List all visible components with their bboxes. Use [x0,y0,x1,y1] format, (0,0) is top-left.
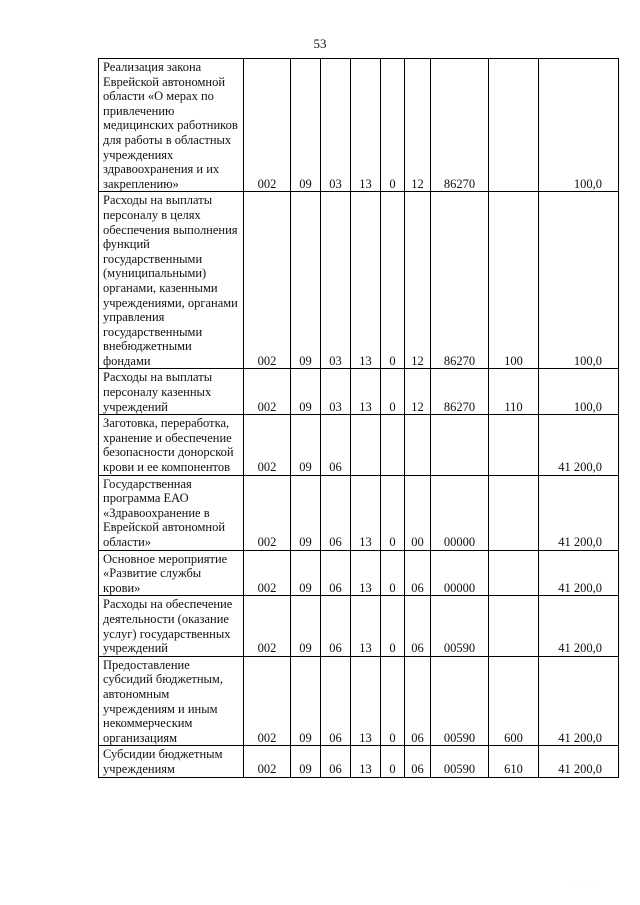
code-admin: 002 [244,550,291,596]
code-section: 09 [291,550,321,596]
row-amount: 41 200,0 [539,596,619,656]
code-expense-type: 100 [489,192,539,369]
code-expense-type [489,59,539,192]
table-row [99,596,619,656]
table-row [99,369,619,415]
code-event: 06 [405,550,431,596]
code-direction: 00590 [431,656,489,746]
code-event: 12 [405,192,431,369]
row-amount: 100,0 [539,192,619,369]
code-program: 13 [351,192,381,369]
page-number: 53 [313,36,327,51]
table-row [99,59,619,192]
code-subprogram: 0 [381,192,405,369]
code-subsection: 06 [321,656,351,746]
code-section: 09 [291,596,321,656]
code-event: 00 [405,475,431,550]
code-direction: 00590 [431,746,489,777]
code-admin: 002 [244,369,291,415]
row-amount: 41 200,0 [539,656,619,746]
code-subsection: 03 [321,369,351,415]
code-program: 13 [351,550,381,596]
code-program: 13 [351,475,381,550]
row-amount: 100,0 [539,59,619,192]
table-row [99,656,619,746]
code-subprogram: 0 [381,656,405,746]
code-subprogram: 0 [381,475,405,550]
scan-artifact: · · · · [571,881,598,887]
code-direction: 00000 [431,475,489,550]
code-event: 06 [405,596,431,656]
code-direction [431,415,489,475]
table-row [99,550,619,596]
code-expense-type: 610 [489,746,539,777]
code-admin: 002 [244,59,291,192]
row-amount: 41 200,0 [539,746,619,777]
code-subsection: 06 [321,475,351,550]
code-section: 09 [291,746,321,777]
row-amount: 100,0 [539,369,619,415]
code-admin: 002 [244,596,291,656]
code-admin: 002 [244,192,291,369]
row-description: Расходы на выплаты персоналу в целях обеспечения выполнения функций государственными (муниципальными) органами, казенными учреждениями, органами управления государственными внебюджетными фондами [99,192,244,369]
row-description: Расходы на обеспечение деятельности (оказание услуг) государственных учреждений [99,596,244,656]
code-expense-type [489,596,539,656]
code-program: 13 [351,596,381,656]
code-event [405,415,431,475]
code-direction: 86270 [431,369,489,415]
row-amount: 41 200,0 [539,475,619,550]
code-subsection: 06 [321,596,351,656]
code-subsection: 03 [321,59,351,192]
code-subsection: 03 [321,192,351,369]
row-description: Основное мероприятие «Развитие службы крови» [99,550,244,596]
code-program: 13 [351,369,381,415]
budget-table [98,58,619,778]
table-row [99,192,619,369]
table-row [99,746,619,777]
code-section: 09 [291,475,321,550]
row-description: Государственная программа ЕАО «Здравоохранение в Еврейской автономной области» [99,475,244,550]
code-subprogram: 0 [381,746,405,777]
code-section: 09 [291,415,321,475]
code-subprogram: 0 [381,59,405,192]
code-expense-type: 600 [489,656,539,746]
code-direction: 86270 [431,59,489,192]
row-amount: 41 200,0 [539,550,619,596]
code-admin: 002 [244,656,291,746]
code-section: 09 [291,369,321,415]
row-description: Предоставление субсидий бюджетным, автономным учреждениям и иным некоммерческим организациям [99,656,244,746]
code-admin: 002 [244,746,291,777]
code-program: 13 [351,59,381,192]
row-description: Расходы на выплаты персоналу казенных учреждений [99,369,244,415]
code-event: 12 [405,59,431,192]
row-description: Реализация закона Еврейской автономной области «О мерах по привлечению медицинских работников для работы в областных учреждениях здравоохранения и их закреплению» [99,59,244,192]
table-row [99,415,619,475]
code-admin: 002 [244,475,291,550]
code-program: 13 [351,656,381,746]
code-subprogram: 0 [381,369,405,415]
row-description: Заготовка, переработка, хранение и обеспечение безопасности донорской крови и ее компонентов [99,415,244,475]
table-row [99,475,619,550]
code-direction: 86270 [431,192,489,369]
code-event: 12 [405,369,431,415]
row-description: Субсидии бюджетным учреждениям [99,746,244,777]
code-expense-type [489,415,539,475]
code-direction: 00000 [431,550,489,596]
code-section: 09 [291,656,321,746]
code-admin: 002 [244,415,291,475]
code-expense-type [489,475,539,550]
code-section: 09 [291,192,321,369]
code-expense-type [489,550,539,596]
code-subprogram: 0 [381,550,405,596]
code-subprogram: 0 [381,596,405,656]
code-subprogram [381,415,405,475]
code-direction: 00590 [431,596,489,656]
code-subsection: 06 [321,746,351,777]
code-subsection: 06 [321,550,351,596]
code-section: 09 [291,59,321,192]
code-subsection: 06 [321,415,351,475]
code-program [351,415,381,475]
code-expense-type: 110 [489,369,539,415]
code-event: 06 [405,746,431,777]
code-event: 06 [405,656,431,746]
row-amount: 41 200,0 [539,415,619,475]
budget-table-body [99,59,619,778]
code-program: 13 [351,746,381,777]
